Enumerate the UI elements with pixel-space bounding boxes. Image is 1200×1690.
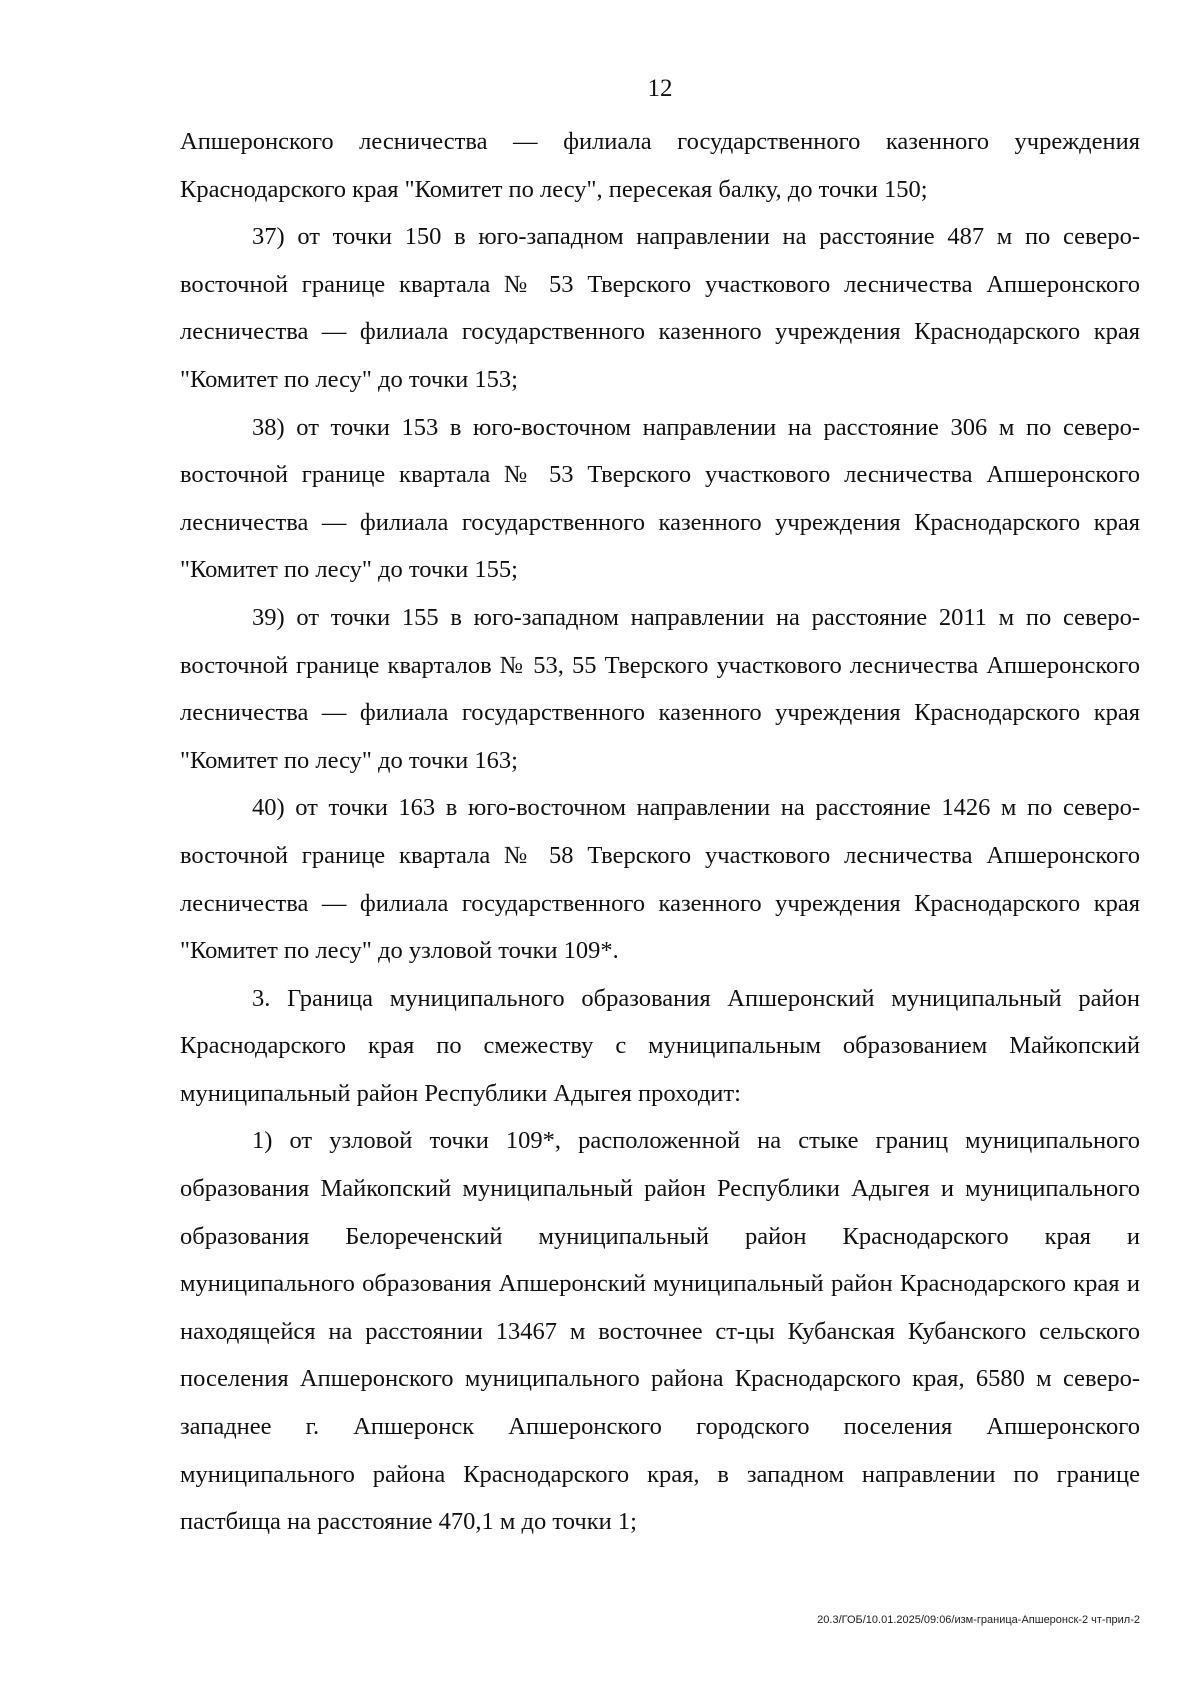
- document-body: [180, 118, 1140, 1546]
- paragraph-item-39: 39) от точки 155 в юго-западном направлении на расстояние 2011 м по северо-восточной границе кварталов № 53, 55 Тверского участкового лесничества Апшеронского лесничества — филиала государственного казенного учреждения Краснодарского края "Комитет по лесу" до точки 163;: [180, 603, 1140, 774]
- footer-file-reference: 20.3/ГОБ/10.01.2025/09:06/изм-граница-Апшеронск-2 чт-прил-2: [817, 1614, 1140, 1626]
- paragraph-section-3: 3. Граница муниципального образования Апшеронский муниципальный район Краснодарского края по смежеству с муниципальным образованием Майкопский муниципальный район Республики Адыгея проходит:: [180, 984, 1140, 1107]
- paragraph-item-38: 38) от точки 153 в юго-восточном направлении на расстояние 306 м по северо-восточной границе квартала № 53 Тверского участкового лесничества Апшеронского лесничества — филиала государственного казенного учреждения Краснодарского края "Комитет по лесу" до точки 155;: [180, 413, 1140, 584]
- page-number: 12: [647, 75, 673, 102]
- paragraph-section-3-item-1: 1) от узловой точки 109*, расположенной на стыке границ муниципального образования Майкопский муниципальный район Республики Адыгея и муниципального образования Белореченский муниципальный район Краснодарского края и муниципального образования Апшеронский муниципальный район Краснодарского края и находящейся на расстоянии 13467 м восточнее ст-цы Кубанская Кубанского сельского поселения Апшеронского муниципального района Краснодарского края, 6580 м северо-западнее г. Апшеронск Апшеронского городского поселения Апшеронского муниципального района Краснодарского края, в западном направлении по границе пастбища на расстояние 470,1 м до точки 1;: [180, 1127, 1140, 1536]
- paragraph-item-40: 40) от точки 163 в юго-восточном направлении на расстояние 1426 м по северо-восточной границе квартала № 58 Тверского участкового лесничества Апшеронского лесничества — филиала государственного казенного учреждения Краснодарского края "Комитет по лесу" до узловой точки 109*.: [180, 794, 1140, 965]
- paragraph-continuation: Апшеронского лесничества — филиала государственного казенного учреждения Краснодарского края "Комитет по лесу", пересекая балку, до точки 150;: [180, 128, 1140, 203]
- paragraph-item-37: 37) от точки 150 в юго-западном направлении на расстояние 487 м по северо-восточной границе квартала № 53 Тверского участкового лесничества Апшеронского лесничества — филиала государственного казенного учреждения Краснодарского края "Комитет по лесу" до точки 153;: [180, 223, 1140, 393]
